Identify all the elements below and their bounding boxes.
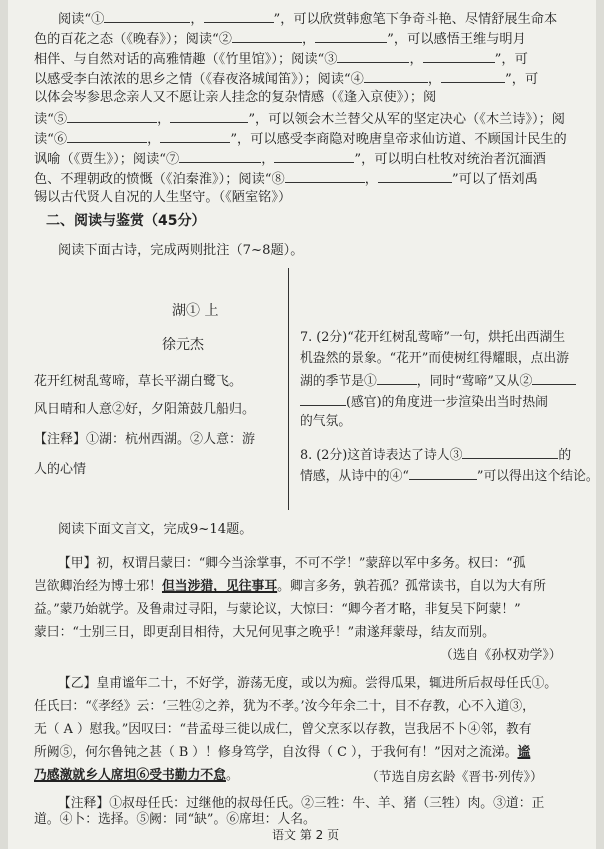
- poem-line-1: 花开红树乱莺啼，草长平湖白鹭飞。: [34, 374, 243, 389]
- q7-line-5: 的气氛。: [300, 414, 352, 429]
- page-footer: 语文 第 2 页: [272, 828, 340, 842]
- yi-line-1: 【乙】皇甫谧年二十，不好学，游荡无度，或以为痴。尝得瓜果，辄进所后叔母任氏①。: [58, 676, 558, 691]
- fill-line-6: 读“⑤ ， ”，可以领会木兰替父从军的坚定决心（《木兰诗》）；阅: [34, 112, 565, 127]
- jia-underlined-sentence: 但当涉猎，见往事耳: [161, 579, 278, 594]
- answer-blank-6a[interactable]: [67, 130, 147, 143]
- fill-line-1: 阅读“① ， ”，可以欣赏韩愈笔下争奇斗艳、尽情舒展生命本: [58, 12, 558, 27]
- poem-line-2: 风日晴和人意②好，夕阳箫鼓几船归。: [34, 402, 256, 417]
- fill-line-10: 锡以古代贤人自况的人生坚守。（《陋室铭》）: [34, 190, 292, 205]
- fill-line-3: 相伴、与自然对话的高雅情趣（《竹里馆》）；阅读“③ ， ”，可: [34, 52, 528, 67]
- fill-line-4: 以感受李白浓浓的思乡之情（《春夜洛城闻笛》）；阅读“④ ， ”，可: [34, 72, 539, 87]
- answer-blank-4b[interactable]: [441, 70, 505, 83]
- fill-line-9: 色、不理朝政的愤慨（《泊秦淮》）；阅读“⑧ ， ”可以了悟刘禹: [34, 172, 538, 187]
- column-divider: [288, 268, 289, 510]
- yi-line-3: 无（ A ）慰我。”因叹曰：“昔孟母三徙以成仁，曾父烹豕以存教，岂我居不卜④邻，教有: [34, 722, 532, 737]
- fill-line-7: 读“⑥ ， ”，可以感受李商隐对晚唐皇帝求仙访道、不顾国计民生的: [34, 132, 567, 147]
- poem-note-2: 人的心情: [34, 462, 87, 477]
- yi-line-4: 所阙⑤，何尔鲁钝之甚（ B ）！修身笃学，自汝得（ C ），于我何有！”因对之流涕。谧: [34, 745, 531, 760]
- answer-blank-6b[interactable]: [160, 130, 230, 143]
- fill-line-5: 以体会岑参思念亲人又不愿让亲人挂念的复杂情感（《逢入京使》）；阅: [34, 90, 437, 105]
- answer-blank-5b[interactable]: [170, 110, 248, 123]
- answer-blank-8a[interactable]: [285, 170, 365, 183]
- answer-blank-5a[interactable]: [67, 110, 157, 123]
- q7-blank-2b[interactable]: [300, 393, 346, 406]
- answer-blank-3b[interactable]: [423, 50, 495, 63]
- q8-line-2: 情感，从诗中的④“ ”可以得出这个结论。: [300, 469, 599, 484]
- jia-source: （选自《孙权劝学》）: [440, 648, 562, 663]
- jia-line-2: 岂欲卿治经为博士邪！但当涉猎，见往事耳。卿言多务，孰若孤？孤常读书，自以为大有所: [34, 579, 546, 594]
- q8-line-1: 8. (2分)这首诗表达了诗人③ 的: [300, 448, 572, 463]
- notes-line-1: 【注释】①叔母任氏：过继他的叔母任氏。②三牲：牛、羊、猪（三牲）肉。③道：正: [58, 796, 545, 811]
- answer-blank-7a[interactable]: [179, 150, 261, 163]
- answer-blank-4a[interactable]: [364, 70, 428, 83]
- yi-underlined-start: 谧: [517, 745, 531, 760]
- yi-line-2: 任氏曰：“《孝经》云：‘三牲②之养，犹为不孝。’汝今年余二十，目不存教，心不入道③，: [34, 699, 535, 714]
- poem-note-1: 【注释】①湖：杭州西湖。②人意：游: [34, 432, 256, 447]
- yi-underlined-sentence: 乃感激就乡人席坦⑥受书勤力不怠: [34, 768, 226, 783]
- answer-blank-2b[interactable]: [315, 30, 387, 43]
- jia-line-4: 蒙曰：“士别三日，即更刮目相待，大兄何见事之晚乎！”肃遂拜蒙母，结友而别。: [34, 625, 495, 640]
- section-heading: 二、阅读与鉴赏（45分）: [46, 213, 206, 229]
- q7-line-3: 湖的季节是① ，同时“莺啼”又从②: [300, 372, 576, 390]
- q8-blank-4[interactable]: [409, 467, 477, 480]
- notes-line-2: 道。④卜：选择。⑤阙：同“缺”。⑥席坦：人名。: [34, 812, 316, 827]
- q7-blank-2a[interactable]: [532, 372, 576, 385]
- q7-blank-1[interactable]: [377, 372, 417, 385]
- fill-line-2: 色的百花之态（《晚春》）；阅读“② ， ”，可以感悟王维与明月: [34, 32, 526, 47]
- jia-line-1: 【甲】初，权谓吕蒙曰：“卿今当涂掌事，不可不学！”蒙辞以军中多务。权曰：“孤: [58, 556, 526, 571]
- prose-instruction: 阅读下面文言文，完成9~14题。: [58, 522, 253, 537]
- answer-blank-1a[interactable]: [104, 10, 190, 23]
- answer-blank-7b[interactable]: [274, 150, 354, 163]
- answer-blank-3a[interactable]: [337, 50, 409, 63]
- q7-line-1: 7. (2分)“花开红树乱莺啼”一句，烘托出西湖生: [300, 330, 566, 345]
- answer-blank-1b[interactable]: [204, 10, 274, 23]
- poem-title: 湖① 上: [172, 303, 219, 319]
- poem-author: 徐元杰: [162, 337, 204, 353]
- fill-line-8: 讽喻（《贾生》）；阅读“⑦ ， ”，可以明白杜牧对统治者沉湎酒: [34, 152, 546, 167]
- q7-line-4: (感官)的角度进一步渲染出当时热闹: [300, 393, 548, 411]
- q8-blank-3[interactable]: [462, 446, 558, 459]
- answer-blank-8b[interactable]: [378, 170, 452, 183]
- yi-line-5: 乃感激就乡人席坦⑥受书勤力不怠。: [34, 768, 239, 783]
- poem-instruction: 阅读下面古诗，完成两则批注（7~8题）。: [58, 243, 304, 258]
- jia-line-3: 益。”蒙乃始就学。及鲁肃过寻阳，与蒙论议，大惊曰：“卿今者才略，非复吴下阿蒙！”: [34, 602, 521, 617]
- q7-line-2: 机盎然的景象。“花开”而使树红得耀眼，点出游: [300, 351, 570, 366]
- answer-blank-2a[interactable]: [232, 30, 302, 43]
- yi-source: （节选自房玄龄《晋书·列传》）: [366, 770, 543, 785]
